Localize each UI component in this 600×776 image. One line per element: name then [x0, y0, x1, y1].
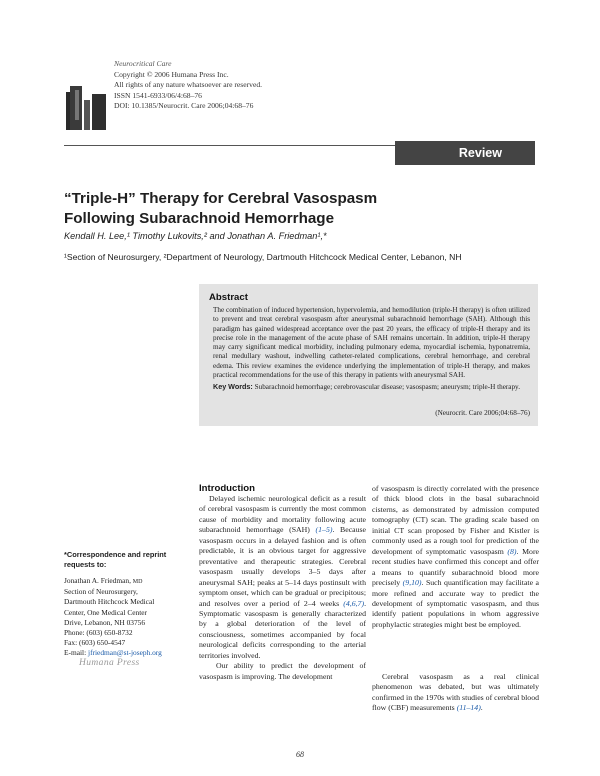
reference-link[interactable]: (4,6,7)	[343, 598, 365, 608]
doi-line: DOI: 10.1385/Neurocrit. Care 2006;04:68–76	[114, 101, 254, 111]
section-label: Review	[395, 141, 535, 165]
contact-name-line	[64, 576, 189, 587]
body-column-2-paragraph	[372, 672, 539, 714]
text-run: .	[480, 703, 483, 713]
journal-name: Neurocritical Care	[114, 59, 172, 68]
journal-header	[114, 59, 262, 112]
email-label: E-mail:	[64, 648, 87, 658]
issn-line: ISSN 1541-6933/06/4:68–76	[114, 90, 202, 100]
abstract-text: The combination of induced hypertension, hypervolemia, and hemodilution (triple-H therapy) is often utilized to prevent and treat cerebral vasospasm after aneurysmal subarachnoid hemorrhage (SAH). Although this paradigm has gained widespread acceptance over the past 20 years, the efficacy of triple-H therapy and its precise role in the management of the acute phase of SAH remains uncertain. In addition, triple-H therapy may carry significant medical morbidity, including pulmonary edema, myocardial ischemia, hyponatremia, renal medullary washout, indwelling catheter-related complications, cerebral hemorrhage, and cerebral edema. This review examines the evidence underlying the implementation of triple-H therapy, and makes practical recommendations for the use of this therapy in patients with aneurysmal SAH.	[213, 306, 530, 380]
address-line: Drive, Lebanon, NH 03756	[64, 617, 146, 627]
reference-link[interactable]: (8)	[507, 546, 517, 556]
article-title	[64, 189, 504, 229]
abstract-citation: (Neurocrit. Care 2006;04:68–76)	[435, 409, 530, 417]
phone-line: Phone: (603) 650-8732	[64, 628, 133, 638]
keywords	[213, 382, 530, 392]
reference-link[interactable]: (11–14)	[456, 703, 481, 713]
copyright-line: Copyright © 2006 Humana Press Inc.	[114, 69, 229, 79]
correspondence-heading: *Correspondence and reprint requests to:	[64, 550, 167, 569]
address-line: Section of Neurosurgery,	[64, 587, 138, 597]
text-run: Our ability to predict the development of vasospasm is improving. The development	[199, 661, 366, 681]
keywords-text: Subarachnoid hemorrhage; cerebrovascular disease; vasospasm; aneurysm; triple-H therapy.	[254, 383, 520, 391]
body-column-2	[372, 484, 539, 630]
page-number: 68	[296, 750, 304, 759]
intro-heading: Introduction	[199, 483, 255, 494]
contact-degree: MD	[132, 579, 143, 585]
contact-name: Jonathan A. Friedman,	[64, 576, 131, 585]
publisher-logo: Humana Press	[79, 658, 140, 668]
text-run: Cerebral vasospasm as a real clinical phenomenon was debated, but was ultimately confirmed in the 1970s with studies of cerebral blood flow (CBF) measurements	[372, 672, 539, 713]
journal-logo	[66, 86, 110, 130]
reference-link[interactable]: (1–5)	[315, 525, 333, 535]
body-column-1	[199, 494, 366, 682]
text-run: Delayed ischemic neurological deficit as a result of cerebral vasospasm is currently the most common cause of morbidity and mortality following acute subarachnoid hemorrhage (SAH)	[199, 494, 366, 535]
rights-line: All rights of any nature whatsoever are reserved.	[114, 80, 263, 90]
text-run: . More recent studies have confirmed this concept and offer a means to quantify subarachnoid blood more precisely	[372, 546, 539, 588]
email-link[interactable]: jfriedman@st-joseph.org	[88, 648, 162, 658]
text-run: . Such quantification may facilitate a more refined and accurate way to predict the development of symptomatic vasospasm, and thus identify patient populations in whom aggressive prophylactic strategies might best be employed.	[372, 578, 539, 629]
fax-line: Fax: (603) 650-4547	[64, 638, 126, 648]
title-line-1: “Triple-H” Therapy for Cerebral Vasospasm	[64, 190, 378, 207]
text-run: . Symptomatic vasospasm is generally characterized by a global deterioration of the level of consciousness, sometimes accompanied by focal neurological deficits corresponding to the arterial territories involved.	[199, 598, 367, 660]
text-run: . Because vasospasm occurs in a delayed fashion and is often predictable, it is an obvious target for aggressive preventative and therapeutic strategies. Cerebral vasospasm usually develops 3–5 days after aneurysmal SAH; peaks at 5–14 days postinsult with symptom onset, which can be gradual or precipitous; and resolves over a period of 2–4 weeks	[199, 525, 367, 608]
keywords-label: Key Words:	[213, 382, 253, 391]
author-list: Kendall H. Lee,¹ Timothy Lukovits,² and Jonathan A. Friedman¹,*	[64, 231, 327, 241]
title-line-2: Following Subarachnoid Hemorrhage	[64, 210, 335, 227]
text-run: of vasospasm is directly correlated with the presence of thick blood clots in the basal subarachnoid cisterns, as demonstrated by admission computed tomography (CT) scan. The grading scale based on initial CT scan proposed by Fisher and Kistler is commonly used as a rough tool for prediction of the development of symptomatic vasospasm	[372, 484, 539, 556]
affiliations: ¹Section of Neurosurgery, ²Department of Neurology, Dartmouth Hitchcock Medical Center, Lebanon, NH	[64, 252, 462, 262]
address-line: Dartmouth Hitchcock Medical	[64, 597, 155, 607]
address-line: Center, One Medical Center	[64, 607, 148, 617]
abstract-heading: Abstract	[209, 292, 248, 303]
correspondence-details	[64, 576, 189, 659]
reference-link[interactable]: (9,10)	[402, 578, 422, 588]
